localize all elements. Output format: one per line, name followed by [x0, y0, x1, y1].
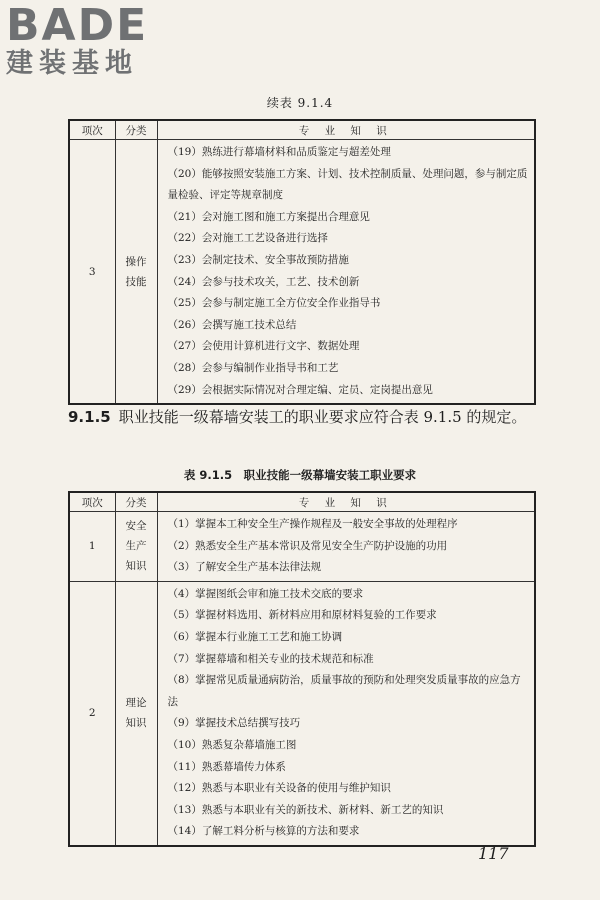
list-item: （9）掌握技术总结撰写技巧: [167, 717, 301, 730]
table-9-1-4-continued: [68, 119, 536, 405]
list-item: （14）了解工料分析与核算的方法和要求: [167, 825, 360, 838]
category-line: 知识: [125, 560, 147, 573]
header-knowledge: 专 业 知 识: [157, 120, 535, 140]
list-item: （25）会参与制定施工全方位安全作业指导书: [167, 297, 381, 310]
table-9-1-5: [68, 491, 536, 847]
row-category: [115, 581, 157, 846]
clause-number: 9.1.5: [68, 408, 111, 426]
table-header-row: [69, 120, 535, 140]
category-line: 生产: [125, 540, 147, 553]
table1-caption: 续表 9.1.4: [266, 96, 334, 110]
row-category: [115, 512, 157, 582]
list-item: （5）掌握材料选用、新材料应用和原材料复验的工作要求: [167, 609, 437, 622]
list-item: （11）熟悉幕墙传力体系: [167, 760, 286, 773]
row-items: [157, 581, 535, 846]
table-row: [69, 140, 535, 405]
list-item: （2）熟悉安全生产基本常识及常见安全生产防护设施的功用: [167, 539, 448, 552]
category-line: 理论: [125, 697, 147, 710]
list-item: （12）熟悉与本职业有关设备的使用与维护知识: [167, 782, 391, 795]
list-item: （27）会使用计算机进行文字、数据处理: [167, 340, 360, 353]
list-item: （4）掌握图纸会审和施工技术交底的要求: [167, 587, 364, 600]
list-item: （21）会对施工图和施工方案提出合理意见: [167, 210, 370, 223]
list-item: （8）掌握常见质量通病防治，质量事故的预防和处理突发质量事故的应急方法: [167, 674, 521, 708]
list-item: （29）会根据实际情况对合理定编、定员、定岗提出意见: [167, 383, 433, 396]
list-item: （10）熟悉复杂幕墙施工图: [167, 738, 297, 751]
category-line: 知识: [125, 717, 147, 730]
list-item: （23）会制定技术、安全事故预防措施: [167, 253, 349, 266]
list-item: （6）掌握本行业施工工艺和施工协调: [167, 630, 343, 643]
table-row: [69, 512, 535, 582]
row-index: 1: [69, 512, 115, 582]
list-item: （24）会参与技术攻关，工艺、技术创新: [167, 275, 360, 288]
logo-wordmark: BADE: [6, 0, 149, 51]
category-line: 操作: [125, 255, 147, 268]
list-item: （13）熟悉与本职业有关的新技术、新材料、新工艺的知识: [167, 803, 444, 816]
list-item: （19）熟练进行幕墙材料和品质鉴定与超差处理: [167, 146, 391, 158]
row-index: 2: [69, 581, 115, 846]
header-index: 项次: [69, 492, 115, 512]
table2-caption: 表 9.1.5 职业技能一级幕墙安装工职业要求: [183, 468, 417, 482]
clause-9-1-5: [68, 404, 538, 430]
category-line: 安全: [125, 520, 147, 533]
table-row: [69, 581, 535, 846]
row-category: [115, 140, 157, 405]
list-item: （1）掌握本工种安全生产操作规程及一般安全事故的处理程序: [167, 518, 458, 530]
header-category: 分类: [115, 492, 157, 512]
logo: [6, 0, 181, 80]
row-items: [157, 140, 535, 405]
header-category: 分类: [115, 120, 157, 140]
header-knowledge: 专 业 知 识: [157, 492, 535, 512]
list-item: （22）会对施工工艺设备进行选择: [167, 232, 328, 245]
list-item: （7）掌握幕墙和相关专业的技术规范和标准: [167, 652, 374, 665]
logo-subtitle: 建装基地: [6, 48, 138, 79]
list-item: （3）了解安全生产基本法律法规: [167, 561, 322, 574]
row-index: 3: [69, 140, 115, 405]
list-item: （26）会撰写施工技术总结: [167, 318, 297, 331]
row-items: [157, 512, 535, 582]
category-line: 技能: [125, 275, 147, 288]
table-header-row: [69, 492, 535, 512]
clause-text: 职业技能一级幕墙安装工的职业要求应符合表 9.1.5 的规定。: [118, 408, 527, 426]
header-index: 项次: [69, 120, 115, 140]
list-item: （28）会参与编制作业指导书和工艺: [167, 361, 339, 374]
list-item: （20）能够按照安装施工方案、计划、技术控制质量、处理问题，参与制定质量检验、评定等规章制度: [167, 167, 528, 202]
page-number: 117: [478, 844, 509, 863]
